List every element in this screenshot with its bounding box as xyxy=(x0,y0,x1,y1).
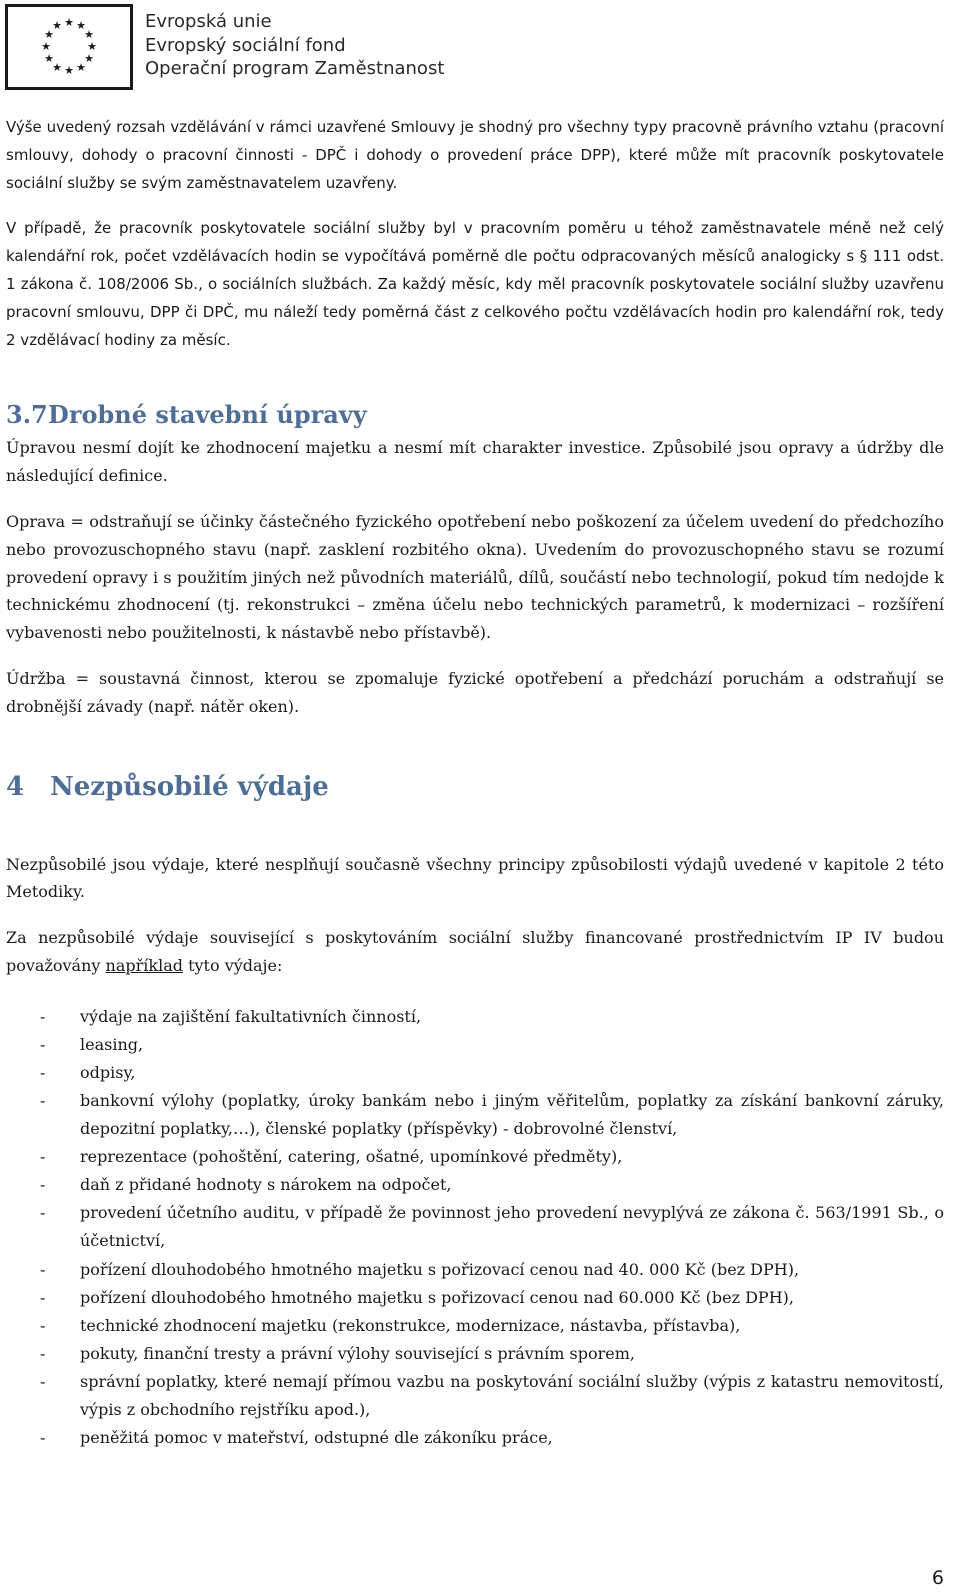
paragraph-maintenance-definition: Údržba = soustavná činnost, kterou se zpomaluje fyzické opotřebení a předchází poruchám a odstraňují se drobnější závady (např. nátěr oken). xyxy=(6,668,944,716)
section-number: 4 xyxy=(6,771,25,802)
svg-text:★: ★ xyxy=(52,19,62,32)
svg-text:★: ★ xyxy=(84,52,94,65)
logo-text xyxy=(145,10,444,81)
section-number: 3.7 xyxy=(6,400,48,430)
list-item: - provedení účetního auditu, v případě že povinnost jeho provedení nevyplývá ze zákona č. 563/1991 Sb., o účetnictví, xyxy=(6,1199,944,1255)
list-item: - výdaje na zajištění fakultativních činností, xyxy=(6,1003,944,1031)
paragraph-ineligible-intro: Nezpůsobilé jsou výdaje, které nesplňují současně všechny principy způsobilosti výdajů uvedené v kapitole 2 této Metodiky. xyxy=(6,854,944,902)
svg-text:★: ★ xyxy=(52,61,62,74)
section-title: Nezpůsobilé výdaje xyxy=(50,771,329,802)
svg-text:★: ★ xyxy=(76,61,86,74)
svg-text:★: ★ xyxy=(44,28,54,41)
list-item: - pokuty, finanční tresty a právní výlohy související s právním sporem, xyxy=(6,1340,944,1368)
list-item: - odpisy, xyxy=(6,1059,944,1087)
eu-logo xyxy=(5,4,444,90)
paragraph-partial-year: V případě, že pracovník poskytovatele sociální služby byl v pracovním poměru u téhož zaměstnavatele méně než celý kalendářní rok, počet vzdělávacích hodin se vypočítává poměrně dle počtu odpracovaných měsíců analogicky s § 111 odst. 1 zákona č. 108/2006 Sb., o sociálních službách. Za každý měsíc, kdy měl pracovník poskytovatele sociální služby uzavřenu pracovní smlouvu, DPP či DPČ, mu náleží tedy poměrná část z celkového počtu vzdělávacích hodin pro kalendářní rok, tedy 2 vzdělávací hodiny za měsíc. xyxy=(6,219,944,349)
eu-flag-icon xyxy=(5,4,133,90)
svg-text:★: ★ xyxy=(76,19,86,32)
section-heading-3-7 xyxy=(6,400,944,430)
underlined-word: například xyxy=(105,955,183,975)
svg-text:★: ★ xyxy=(84,28,94,41)
page-number: 6 xyxy=(931,1567,944,1589)
svg-text:★: ★ xyxy=(64,16,74,29)
section-heading-4 xyxy=(6,771,944,803)
paragraph-modifications: Úpravou nesmí dojít ke zhodnocení majetku a nesmí mít charakter investice. Způsobilé jsou opravy a údržby dle následující definice. xyxy=(6,438,944,486)
paragraph-ineligible-examples xyxy=(6,924,944,980)
logo-line-1: Evropská unie xyxy=(145,11,272,32)
logo-line-3: Operační program Zaměstnanost xyxy=(145,58,445,79)
list-item: - pořízení dlouhodobého hmotného majetku s pořizovací cenou nad 60.000 Kč (bez DPH), xyxy=(6,1284,944,1312)
svg-text:★: ★ xyxy=(44,52,54,65)
ineligible-expenses-list xyxy=(6,1003,944,1453)
section-title: Drobné stavební úpravy xyxy=(48,400,367,430)
list-item: - daň z přidané hodnoty s nárokem na odpočet, xyxy=(6,1171,944,1199)
paragraph-training-scope: Výše uvedený rozsah vzdělávání v rámci uzavřené Smlouvy je shodný pro všechny typy pracovně právního vztahu (pracovní smlouvy, dohody o pracovní činnosti - DPČ i dohody o provedení práce DPP), které může mít pracovník poskytovatele sociální služby se svým zaměstnavatelem uzavřeny. xyxy=(6,118,944,192)
list-item: - leasing, xyxy=(6,1031,944,1059)
logo-line-2: Evropský sociální fond xyxy=(145,34,346,56)
list-item: - reprezentace (pohoštění, catering, ošatné, upomínkové předměty), xyxy=(6,1143,944,1171)
list-item: - bankovní výlohy (poplatky, úroky bankám nebo i jiným věřitelům, poplatky za získání bankovní záruky, depozitní poplatky,…), členské poplatky (příspěvky) - dobrovolné členství, xyxy=(6,1087,944,1143)
document-content xyxy=(6,114,944,1452)
list-item: - pořízení dlouhodobého hmotného majetku s pořizovací cenou nad 40. 000 Kč (bez DPH), xyxy=(6,1256,944,1284)
list-item: - peněžitá pomoc v mateřství, odstupné dle zákoníku práce, xyxy=(6,1424,944,1452)
svg-text:★: ★ xyxy=(64,64,74,77)
svg-text:★: ★ xyxy=(41,40,51,53)
list-item: - správní poplatky, které nemají přímou vazbu na poskytování sociální služby (výpis z katastru nemovitostí, výpis z obchodního rejstříku apod.), xyxy=(6,1368,944,1424)
text-run: tyto výdaje: xyxy=(182,955,283,975)
svg-text:★: ★ xyxy=(87,40,97,53)
paragraph-repair-definition: Oprava = odstraňují se účinky částečného fyzického opotřebení nebo poškození za účelem uvedení do předchozího nebo provozuschopného stavu (např. zasklení rozbitého okna). Uvedením do provozuschopného stavu se rozumí provedení opravy i s použitím jiných než původních materiálů, dílů, součástí nebo technologií, pokud tím nedojde k technickému zhodnocení (tj. rekonstrukci – změna účelu nebo technických parametrů, k modernizaci – rozšíření vybavenosti nebo použitelnosti, k nástavbě nebo přístavbě). xyxy=(6,511,944,643)
text-run: Za nezpůsobilé výdaje související s poskytováním sociální služby financované prostřednictvím IP IV budou považovány xyxy=(6,928,944,975)
list-item: - technické zhodnocení majetku (rekonstrukce, modernizace, nástavba, přístavba), xyxy=(6,1312,944,1340)
